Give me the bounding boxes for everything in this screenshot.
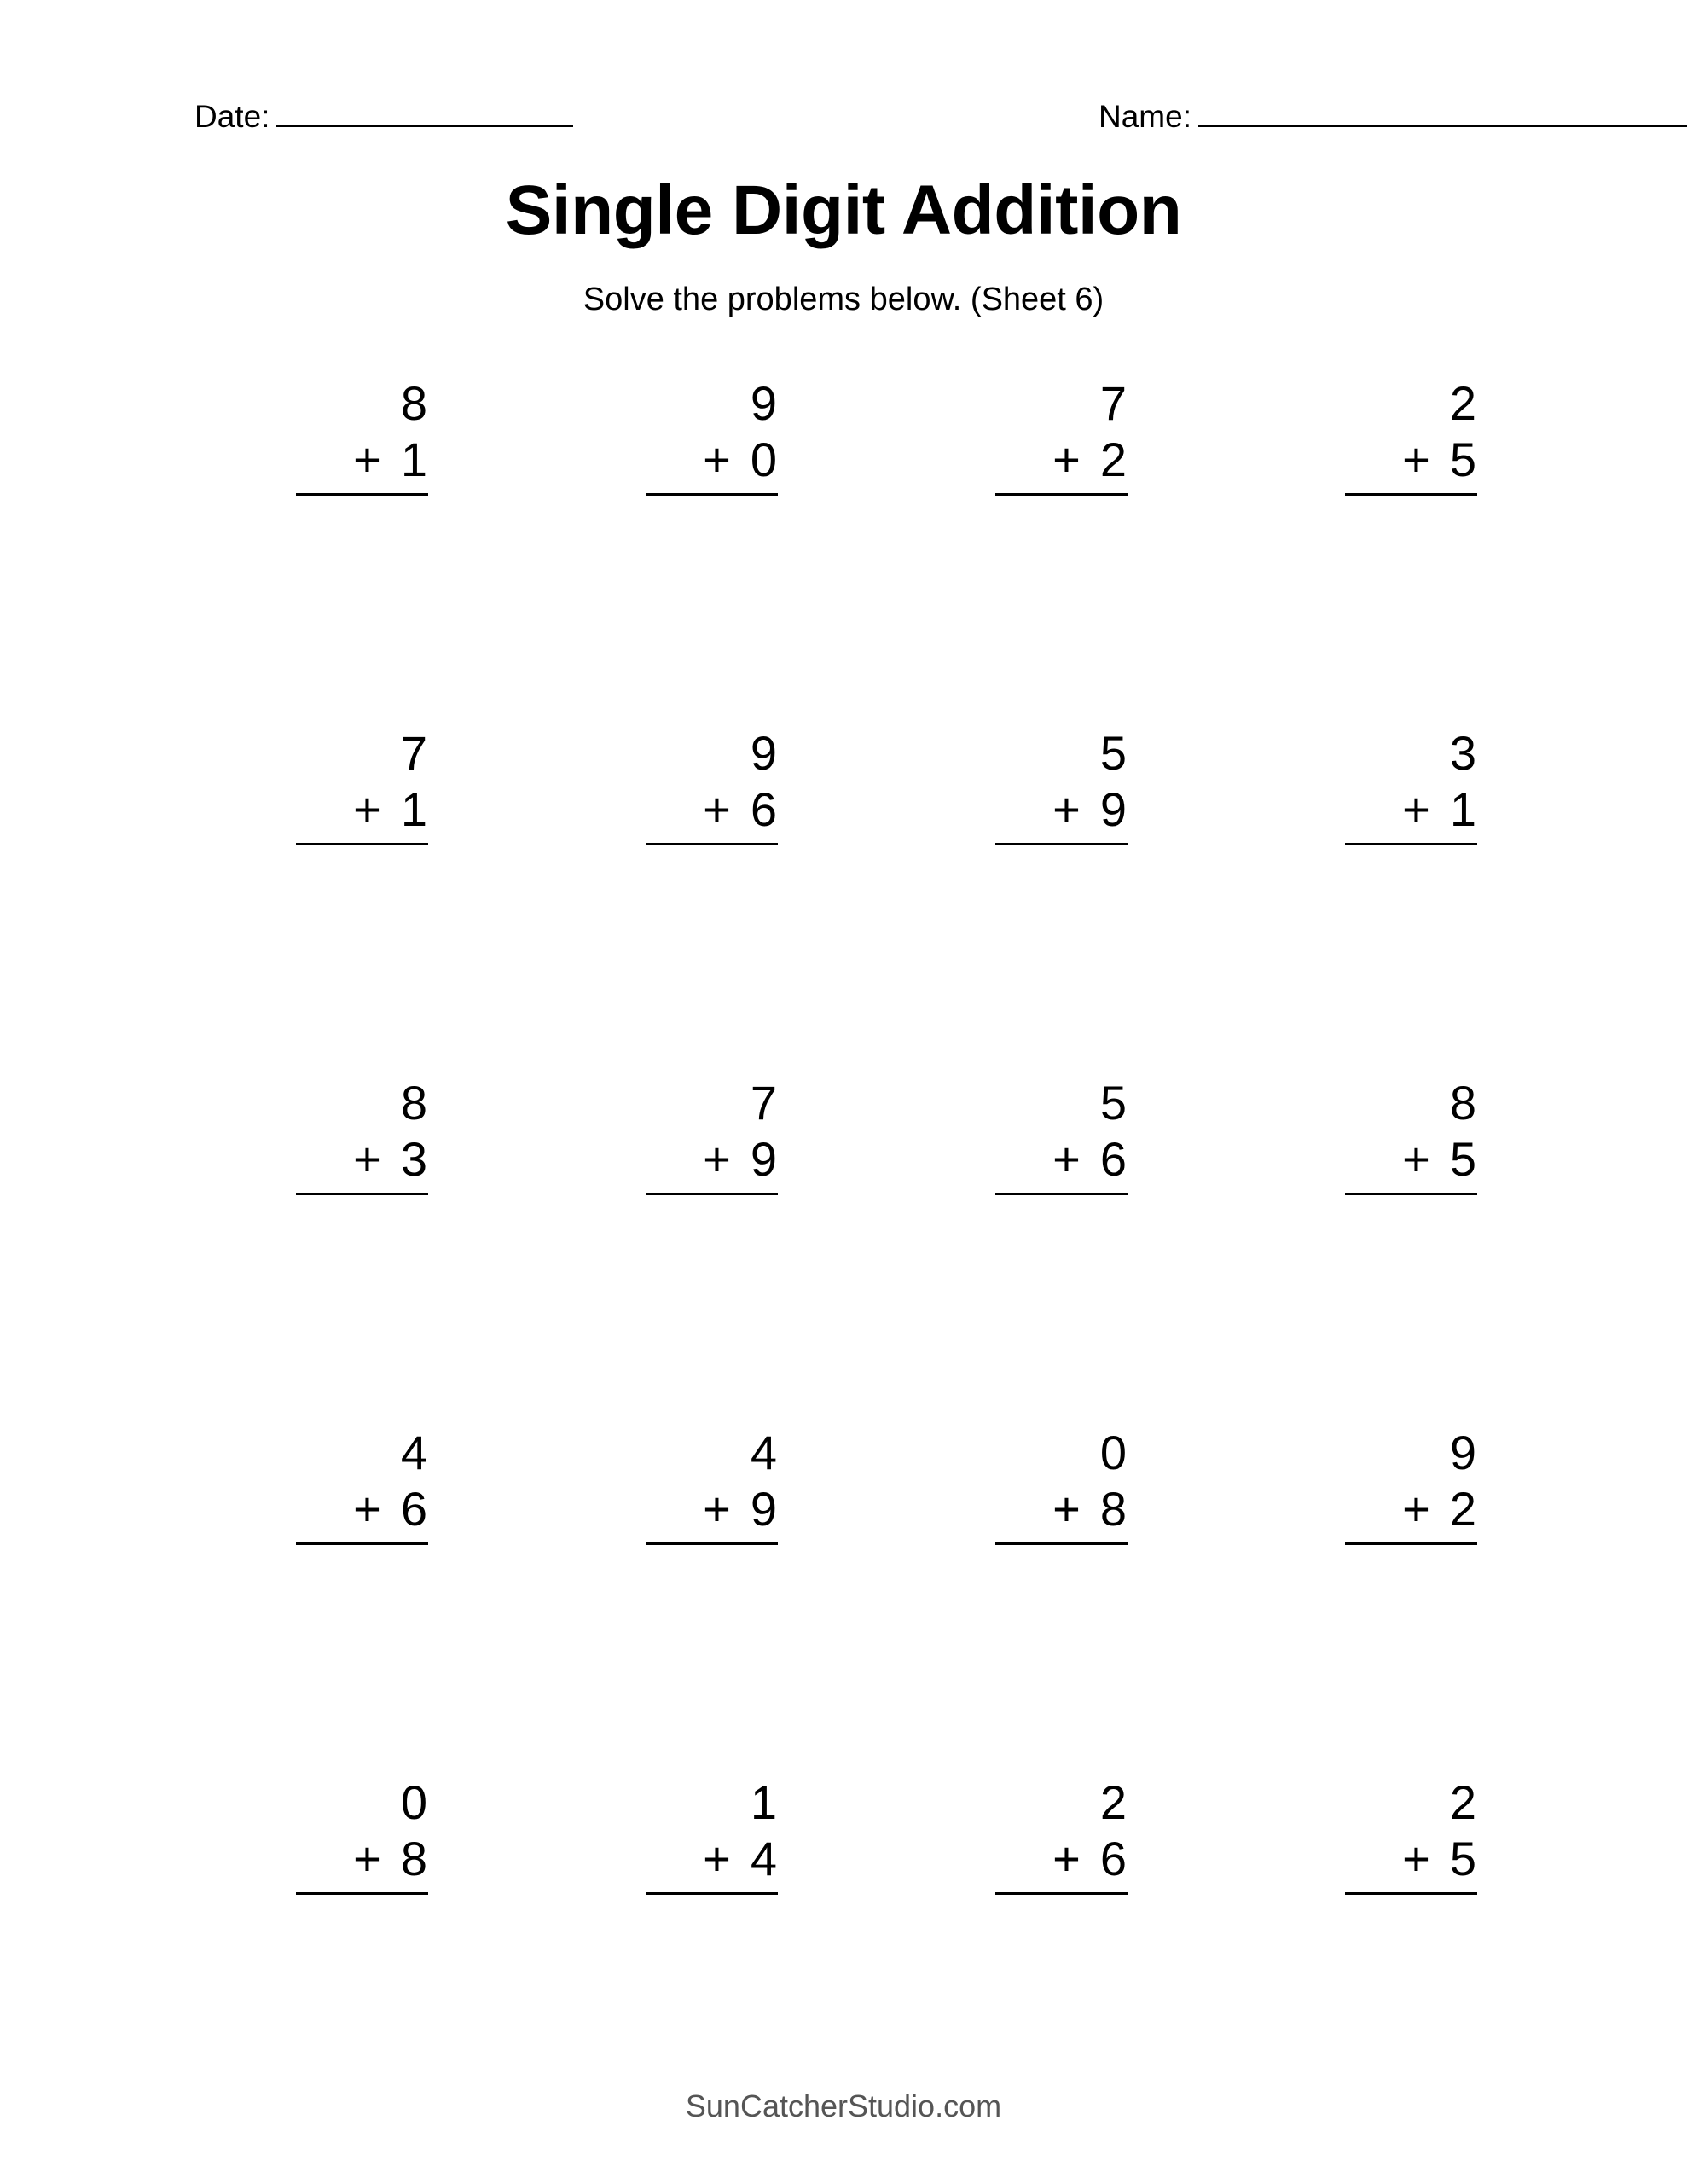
addition-problem	[478, 725, 827, 1075]
answer-rule	[296, 843, 428, 845]
page-subtitle: Solve the problems below. (Sheet 6)	[583, 282, 1104, 317]
answer-rule	[1345, 1892, 1477, 1895]
plus-operator: +	[353, 433, 382, 487]
addition-problem	[478, 1774, 827, 2124]
plus-operator: +	[353, 1132, 382, 1187]
plus-operator: +	[353, 1832, 382, 1886]
addition-problem	[827, 1425, 1177, 1774]
problems-grid	[128, 375, 1527, 2124]
addend-bottom: 9	[1099, 782, 1128, 837]
answer-rule	[1345, 843, 1477, 845]
addend-bottom-row	[353, 432, 428, 488]
plus-operator: +	[1402, 1832, 1431, 1886]
addend-top: 8	[400, 1076, 428, 1130]
addend-bottom: 6	[1099, 1132, 1128, 1187]
addend-bottom: 4	[750, 1832, 778, 1886]
answer-rule	[646, 493, 778, 496]
plus-operator: +	[353, 1482, 382, 1536]
answer-rule	[646, 1193, 778, 1195]
addend-bottom: 9	[750, 1132, 778, 1187]
addend-bottom: 2	[1449, 1482, 1477, 1536]
date-field[interactable]	[194, 101, 573, 132]
worksheet-header	[0, 101, 1687, 152]
addend-bottom: 0	[750, 433, 778, 487]
answer-rule	[995, 1542, 1128, 1545]
addition-problem	[478, 1425, 827, 1774]
addend-top: 0	[1099, 1426, 1128, 1479]
addend-bottom-row	[703, 1131, 778, 1188]
addition-problem	[128, 1774, 478, 2124]
answer-rule	[995, 493, 1128, 496]
date-write-line[interactable]	[276, 124, 573, 127]
addition-problem	[128, 375, 478, 725]
addend-bottom-row	[1052, 781, 1128, 838]
answer-rule	[1345, 493, 1477, 496]
addend-top: 5	[1099, 1076, 1128, 1130]
answer-rule	[646, 1892, 778, 1895]
plus-operator: +	[703, 1482, 732, 1536]
plus-operator: +	[1402, 433, 1431, 487]
addend-bottom: 5	[1449, 433, 1477, 487]
addition-problem	[1177, 725, 1527, 1075]
addend-bottom-row	[1052, 1831, 1128, 1887]
date-label: Date:	[194, 99, 270, 134]
addend-bottom: 8	[400, 1832, 428, 1886]
plus-operator: +	[1402, 782, 1431, 837]
addend-top: 3	[1449, 726, 1477, 780]
plus-operator: +	[1402, 1132, 1431, 1187]
addend-bottom: 5	[1449, 1132, 1477, 1187]
addend-top: 1	[750, 1775, 778, 1829]
plus-operator: +	[703, 782, 732, 837]
addend-top: 9	[750, 376, 778, 430]
answer-rule	[296, 1193, 428, 1195]
answer-rule	[995, 1892, 1128, 1895]
answer-rule	[1345, 1193, 1477, 1195]
addend-bottom: 5	[1449, 1832, 1477, 1886]
addend-bottom-row	[1052, 1481, 1128, 1537]
addend-bottom: 6	[400, 1482, 428, 1536]
page-title: Single Digit Addition	[505, 171, 1182, 249]
addition-problem	[1177, 1774, 1527, 2124]
answer-rule	[646, 843, 778, 845]
addend-bottom: 9	[750, 1482, 778, 1536]
footer-credit: SunCatcherStudio.com	[685, 2088, 1002, 2123]
name-field[interactable]	[1099, 101, 1687, 132]
addition-problem	[128, 725, 478, 1075]
answer-rule	[995, 843, 1128, 845]
addend-bottom: 1	[1449, 782, 1477, 837]
addend-bottom: 2	[1099, 433, 1128, 487]
addend-top: 8	[1449, 1076, 1477, 1130]
addition-problem	[827, 725, 1177, 1075]
plus-operator: +	[703, 1132, 732, 1187]
addend-bottom-row	[1402, 1131, 1477, 1188]
addend-bottom-row	[1402, 1831, 1477, 1887]
answer-rule	[296, 1542, 428, 1545]
addend-bottom-row	[703, 781, 778, 838]
addend-top: 2	[1449, 376, 1477, 430]
addend-bottom: 3	[400, 1132, 428, 1187]
answer-rule	[1345, 1542, 1477, 1545]
addend-top: 2	[1449, 1775, 1477, 1829]
name-label: Name:	[1099, 99, 1191, 134]
addend-bottom-row	[353, 781, 428, 838]
plus-operator: +	[1052, 433, 1081, 487]
addend-top: 4	[400, 1426, 428, 1479]
addend-top: 8	[400, 376, 428, 430]
addend-bottom-row	[703, 1831, 778, 1887]
addend-top: 5	[1099, 726, 1128, 780]
addend-bottom-row	[703, 1481, 778, 1537]
answer-rule	[646, 1542, 778, 1545]
name-write-line[interactable]	[1198, 124, 1687, 127]
plus-operator: +	[1052, 1832, 1081, 1886]
addend-top: 0	[400, 1775, 428, 1829]
addend-top: 9	[1449, 1426, 1477, 1479]
addend-bottom-row	[353, 1131, 428, 1188]
addition-problem	[827, 1774, 1177, 2124]
addend-top: 2	[1099, 1775, 1128, 1829]
plus-operator: +	[1402, 1482, 1431, 1536]
addition-problem	[1177, 375, 1527, 725]
addend-bottom: 6	[750, 782, 778, 837]
addition-problem	[128, 1425, 478, 1774]
addend-bottom-row	[1402, 432, 1477, 488]
addend-top: 9	[750, 726, 778, 780]
answer-rule	[296, 1892, 428, 1895]
plus-operator: +	[703, 1832, 732, 1886]
plus-operator: +	[353, 782, 382, 837]
addition-problem	[478, 375, 827, 725]
addition-problem	[128, 1075, 478, 1425]
addend-top: 7	[1099, 376, 1128, 430]
addition-problem	[478, 1075, 827, 1425]
addend-bottom-row	[703, 432, 778, 488]
plus-operator: +	[1052, 1482, 1081, 1536]
addend-bottom-row	[1402, 781, 1477, 838]
addend-bottom-row	[1402, 1481, 1477, 1537]
plus-operator: +	[1052, 782, 1081, 837]
addend-bottom-row	[1052, 432, 1128, 488]
addend-bottom-row	[353, 1481, 428, 1537]
answer-rule	[296, 493, 428, 496]
addend-bottom: 1	[400, 782, 428, 837]
addend-bottom: 6	[1099, 1832, 1128, 1886]
addend-top: 7	[400, 726, 428, 780]
addition-problem	[827, 1075, 1177, 1425]
addend-bottom: 1	[400, 433, 428, 487]
addend-top: 4	[750, 1426, 778, 1479]
addition-problem	[827, 375, 1177, 725]
addition-problem	[1177, 1075, 1527, 1425]
addition-problem	[1177, 1425, 1527, 1774]
plus-operator: +	[703, 433, 732, 487]
answer-rule	[995, 1193, 1128, 1195]
plus-operator: +	[1052, 1132, 1081, 1187]
addend-bottom-row	[1052, 1131, 1128, 1188]
addend-bottom-row	[353, 1831, 428, 1887]
addend-top: 7	[750, 1076, 778, 1130]
addend-bottom: 8	[1099, 1482, 1128, 1536]
